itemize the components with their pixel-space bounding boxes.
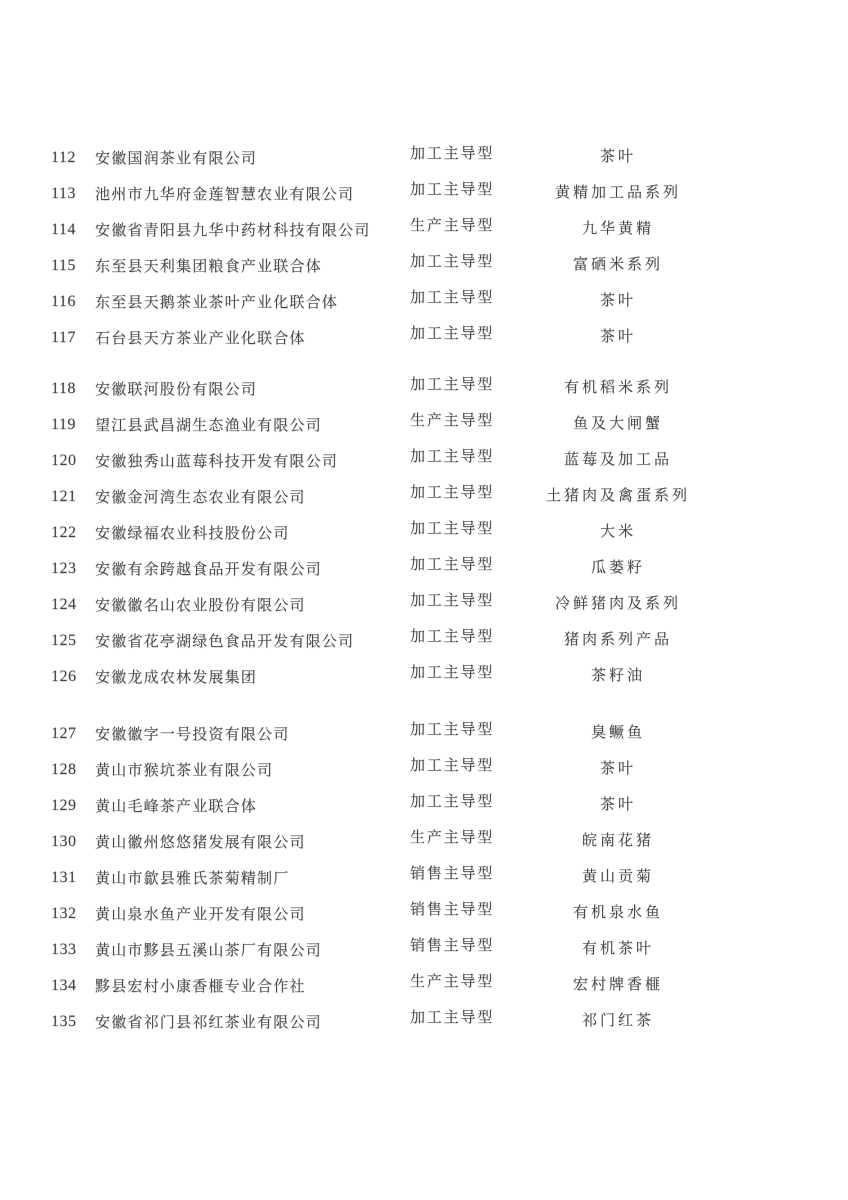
type-label: 加工主导型 <box>410 557 495 573</box>
type-label: 加工主导型 <box>410 485 495 501</box>
company-name: 安徽省青阳县九华中药材科技有限公司 <box>95 223 371 239</box>
type-label: 加工主导型 <box>410 593 495 609</box>
company-name: 安徽省祁门县祁红茶业有限公司 <box>95 1015 322 1031</box>
product-name: 鱼及大闸蟹 <box>572 416 663 432</box>
product-name: 茶籽油 <box>590 668 645 684</box>
row-number: 131 <box>51 868 77 886</box>
table-row <box>0 830 848 853</box>
row-number: 113 <box>51 184 76 202</box>
type-label: 加工主导型 <box>410 254 495 270</box>
product-name: 茶叶 <box>599 797 636 813</box>
table-row <box>0 557 848 580</box>
table-row <box>0 290 848 313</box>
product-name: 有机茶叶 <box>581 941 654 957</box>
company-name: 黄山徽州悠悠猪发展有限公司 <box>95 835 306 851</box>
company-name: 安徽徽名山农业股份有限公司 <box>95 598 306 614</box>
table-row <box>0 521 848 544</box>
type-label: 加工主导型 <box>410 326 495 342</box>
product-name: 茶叶 <box>599 761 636 777</box>
product-name: 猪肉系列产品 <box>563 632 672 648</box>
type-label: 加工主导型 <box>410 665 495 681</box>
table-row <box>0 758 848 781</box>
row-number: 112 <box>51 148 76 166</box>
type-label: 生产主导型 <box>410 413 495 429</box>
company-name: 黄山市歙县雅氏茶菊精制厂 <box>95 871 290 887</box>
table-row <box>0 1010 848 1033</box>
row-number: 123 <box>51 559 77 577</box>
table-row <box>0 146 848 169</box>
product-name: 土猪肉及禽蛋系列 <box>545 488 690 504</box>
type-label: 加工主导型 <box>410 758 495 774</box>
row-number: 122 <box>51 523 77 541</box>
product-name: 有机泉水鱼 <box>572 905 663 921</box>
company-name: 安徽省花亭湖绿色食品开发有限公司 <box>95 634 355 650</box>
row-group <box>0 146 848 349</box>
company-name: 黄山泉水鱼产业开发有限公司 <box>95 907 306 923</box>
row-number: 132 <box>51 904 77 922</box>
product-name: 宏村牌香榧 <box>572 977 663 993</box>
row-number: 116 <box>51 292 76 310</box>
table-row <box>0 722 848 745</box>
row-number: 120 <box>51 451 77 469</box>
product-name: 茶叶 <box>599 149 636 165</box>
row-number: 135 <box>51 1012 77 1030</box>
type-label: 加工主导型 <box>410 182 495 198</box>
table-row <box>0 485 848 508</box>
type-label: 加工主导型 <box>410 1010 495 1026</box>
table-row <box>0 629 848 652</box>
type-label: 销售主导型 <box>410 902 495 918</box>
type-label: 生产主导型 <box>410 974 495 990</box>
company-name: 东至县天鹅茶业茶叶产业化联合体 <box>95 295 339 311</box>
table-row <box>0 866 848 889</box>
company-name: 安徽绿福农业科技股份公司 <box>95 526 290 542</box>
product-name: 九华黄精 <box>581 221 654 237</box>
row-number: 114 <box>51 220 76 238</box>
company-name: 黟县宏村小康香榧专业合作社 <box>95 979 306 995</box>
type-label: 加工主导型 <box>410 794 495 810</box>
company-name: 黄山毛峰茶产业联合体 <box>95 799 258 815</box>
table-row <box>0 938 848 961</box>
row-number: 121 <box>51 487 77 505</box>
table-row <box>0 218 848 241</box>
table-row <box>0 794 848 817</box>
product-name: 有机稻米系列 <box>563 380 672 396</box>
type-label: 加工主导型 <box>410 377 495 393</box>
product-name: 蓝莓及加工品 <box>563 452 672 468</box>
company-name: 东至县天利集团粮食产业联合体 <box>95 259 322 275</box>
row-number: 125 <box>51 631 77 649</box>
type-label: 销售主导型 <box>410 866 495 882</box>
row-number: 133 <box>51 940 77 958</box>
type-label: 生产主导型 <box>410 218 495 234</box>
type-label: 加工主导型 <box>410 290 495 306</box>
row-number: 126 <box>51 667 77 685</box>
type-label: 加工主导型 <box>410 629 495 645</box>
table-row <box>0 593 848 616</box>
company-name: 安徽徽字一号投资有限公司 <box>95 727 290 743</box>
row-number: 117 <box>51 328 76 346</box>
table-row <box>0 254 848 277</box>
company-name: 安徽联河股份有限公司 <box>95 382 258 398</box>
product-name: 祁门红茶 <box>581 1013 654 1029</box>
company-name: 石台县天方茶业产业化联合体 <box>95 331 306 347</box>
table-row <box>0 377 848 400</box>
company-name: 安徽有余跨越食品开发有限公司 <box>95 562 322 578</box>
table-row <box>0 182 848 205</box>
company-name: 黄山市猴坑茶业有限公司 <box>95 763 274 779</box>
company-name: 安徽国润茶业有限公司 <box>95 151 258 167</box>
row-number: 124 <box>51 595 77 613</box>
type-label: 生产主导型 <box>410 830 495 846</box>
row-number: 115 <box>51 256 76 274</box>
row-number: 128 <box>51 760 77 778</box>
product-name: 大米 <box>599 524 636 540</box>
company-name: 安徽独秀山蓝莓科技开发有限公司 <box>95 454 339 470</box>
table-row <box>0 413 848 436</box>
company-name: 池州市九华府金莲智慧农业有限公司 <box>95 187 355 203</box>
row-group <box>0 377 848 688</box>
row-group <box>0 722 848 1033</box>
company-name: 黄山市黟县五溪山茶厂有限公司 <box>95 943 322 959</box>
type-label: 销售主导型 <box>410 938 495 954</box>
table-row <box>0 665 848 688</box>
product-name: 黄山贡菊 <box>581 869 654 885</box>
product-name: 冷鲜猪肉及系列 <box>554 596 681 612</box>
row-number: 130 <box>51 832 77 850</box>
row-number: 119 <box>51 415 76 433</box>
product-name: 富硒米系列 <box>572 257 663 273</box>
row-number: 127 <box>51 724 77 742</box>
company-name: 安徽龙成农林发展集团 <box>95 670 258 686</box>
product-name: 茶叶 <box>599 329 636 345</box>
product-name: 瓜蒌籽 <box>590 560 645 576</box>
table-row <box>0 449 848 472</box>
enterprise-table <box>0 146 848 1046</box>
row-number: 129 <box>51 796 77 814</box>
company-name: 安徽金河湾生态农业有限公司 <box>95 490 306 506</box>
table-row <box>0 902 848 925</box>
table-row <box>0 974 848 997</box>
product-name: 皖南花猪 <box>581 833 654 849</box>
table-row <box>0 326 848 349</box>
product-name: 茶叶 <box>599 293 636 309</box>
type-label: 加工主导型 <box>410 449 495 465</box>
type-label: 加工主导型 <box>410 521 495 537</box>
product-name: 黄精加工品系列 <box>554 185 681 201</box>
row-number: 134 <box>51 976 77 994</box>
row-number: 118 <box>51 379 76 397</box>
type-label: 加工主导型 <box>410 722 495 738</box>
type-label: 加工主导型 <box>410 146 495 162</box>
company-name: 望江县武昌湖生态渔业有限公司 <box>95 418 322 434</box>
product-name: 臭鳜鱼 <box>590 725 645 741</box>
